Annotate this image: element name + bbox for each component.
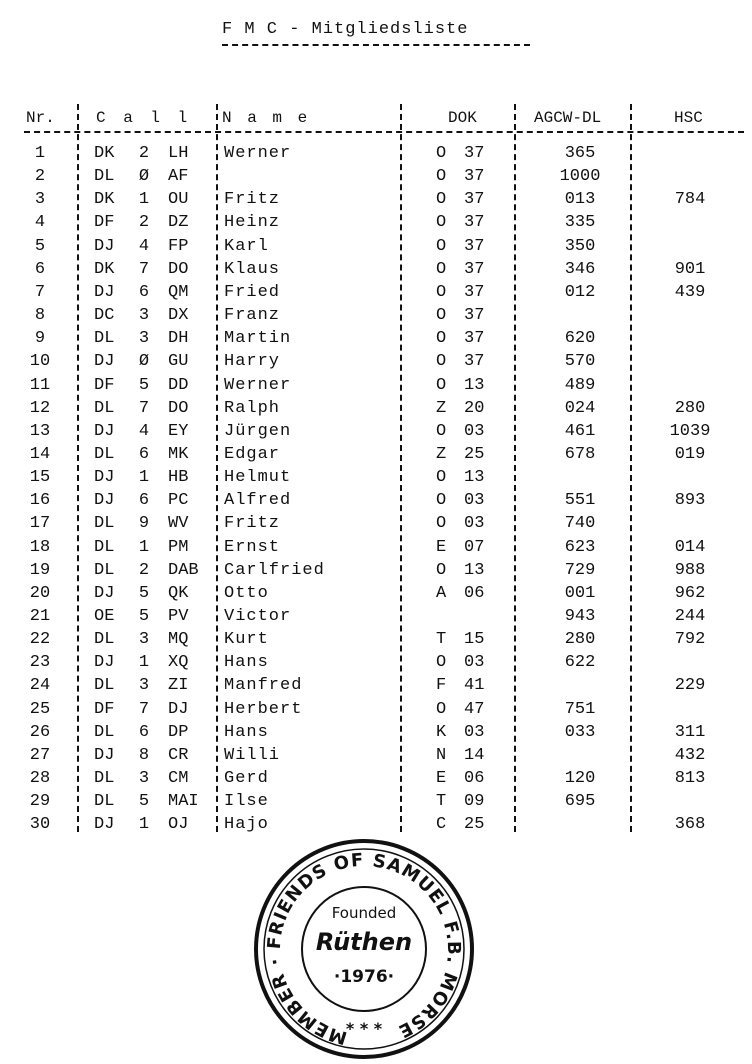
cell-name: Hans	[224, 653, 269, 673]
cell-name: Hans	[224, 722, 269, 742]
cell-dok-l: O	[436, 282, 447, 302]
cell-dok-l: E	[436, 769, 447, 789]
cell-dok-l: O	[436, 190, 447, 210]
cell-pre: DF	[94, 375, 115, 395]
cell-agcw: 729	[564, 560, 596, 580]
cell-nr: 21	[29, 607, 51, 626]
cell-nr: 22	[29, 630, 51, 650]
table-row	[0, 813, 752, 836]
cell-dig: 7	[138, 259, 150, 279]
table-row	[0, 420, 752, 443]
table-row	[0, 374, 752, 397]
cell-pre: DL	[94, 167, 115, 187]
cell-name: Victor	[224, 607, 292, 626]
cell-pre: DL	[94, 792, 115, 812]
table-row	[0, 559, 752, 582]
cell-pre: DJ	[94, 491, 115, 511]
table-row	[0, 211, 752, 234]
cell-nr: 1	[34, 144, 46, 163]
cell-pre: DJ	[94, 352, 115, 372]
cell-pre: DF	[94, 213, 115, 233]
cell-name: Edgar	[224, 444, 281, 464]
cell-dok-l: A	[436, 583, 447, 603]
cell-dok-n: 37	[464, 190, 485, 210]
cell-dok-n: 03	[464, 722, 485, 742]
cell-hsc: 439	[674, 282, 706, 302]
cell-nr: 24	[29, 676, 51, 696]
cell-dig: 6	[138, 282, 150, 302]
cell-name: Otto	[224, 583, 269, 603]
document-title: F M C - Mitgliedsliste	[222, 20, 469, 39]
cell-agcw: 012	[564, 282, 596, 302]
cell-dok-n: 03	[464, 653, 485, 673]
cell-agcw: 695	[564, 792, 596, 812]
cell-suf: OJ	[168, 815, 189, 835]
cell-pre: DL	[94, 444, 115, 464]
cell-dok-l: O	[436, 213, 447, 233]
cell-nr: 10	[29, 352, 51, 372]
cell-dig: Ø	[138, 167, 150, 187]
table-row	[0, 536, 752, 559]
cell-suf: LH	[168, 144, 189, 163]
cell-nr: 16	[29, 491, 51, 511]
cell-suf: XQ	[168, 653, 189, 673]
table-row	[0, 258, 752, 281]
cell-suf: DO	[168, 398, 189, 418]
seal-year: ·1976·	[333, 967, 395, 987]
cell-pre: DJ	[94, 421, 115, 441]
cell-pre: DJ	[94, 815, 115, 835]
table-row	[0, 281, 752, 304]
seal-stars: * * *	[345, 1019, 383, 1038]
cell-nr: 29	[29, 792, 51, 812]
cell-suf: PM	[168, 537, 189, 557]
cell-dok-n: 25	[464, 444, 485, 464]
cell-nr: 18	[29, 537, 51, 557]
cell-hsc: 244	[674, 607, 706, 626]
cell-suf: MAI	[168, 792, 199, 812]
cell-suf: CM	[168, 769, 189, 789]
friends-of-morse-seal	[252, 838, 476, 1060]
cell-suf: DJ	[168, 699, 189, 719]
cell-pre: DJ	[94, 282, 115, 302]
cell-name: Manfred	[224, 676, 303, 696]
table-row	[0, 651, 752, 674]
cell-dig: 1	[138, 468, 150, 488]
cell-dig: 5	[138, 583, 150, 603]
cell-dig: 7	[138, 398, 150, 418]
cell-dok-l: T	[436, 792, 447, 812]
cell-dok-l: F	[436, 676, 447, 696]
cell-pre: DL	[94, 329, 115, 349]
cell-dig: 2	[138, 560, 150, 580]
table-row	[0, 466, 752, 489]
seal-ring-text: MEMBER · FRIENDS OF SAMUEL F.B. MORSE	[263, 849, 465, 1049]
cell-dok-l: O	[436, 352, 447, 372]
table-row	[0, 142, 752, 165]
table-row	[0, 582, 752, 605]
cell-suf: DP	[168, 722, 189, 742]
cell-hsc: 962	[674, 583, 706, 603]
cell-agcw: 280	[564, 630, 596, 650]
cell-hsc: 792	[674, 630, 706, 650]
cell-dok-l: O	[436, 306, 447, 326]
cell-pre: DJ	[94, 236, 115, 256]
cell-pre: DL	[94, 722, 115, 742]
cell-agcw: 024	[564, 398, 596, 418]
cell-nr: 11	[29, 375, 51, 395]
cell-pre: DJ	[94, 745, 115, 765]
cell-suf: FP	[168, 236, 189, 256]
cell-agcw: 623	[564, 537, 596, 557]
cell-dig: Ø	[138, 352, 150, 372]
cell-dok-l: T	[436, 630, 447, 650]
header-rule	[24, 131, 744, 133]
cell-nr: 17	[29, 514, 51, 534]
cell-agcw: 489	[564, 375, 596, 395]
seal-place: Rüthen	[315, 928, 413, 956]
cell-name: Werner	[224, 375, 292, 395]
cell-dig: 6	[138, 491, 150, 511]
cell-hsc: 311	[674, 722, 706, 742]
cell-dok-n: 14	[464, 745, 485, 765]
cell-agcw: 943	[564, 607, 596, 626]
cell-dok-n: 09	[464, 792, 485, 812]
cell-dok-n: 07	[464, 537, 485, 557]
cell-name: Carlfried	[224, 560, 325, 580]
cell-dig: 4	[138, 421, 150, 441]
cell-dig: 3	[138, 306, 150, 326]
cell-name: Herbert	[224, 699, 303, 719]
cell-dok-l: Z	[436, 444, 447, 464]
table-row	[0, 674, 752, 697]
cell-pre: DL	[94, 769, 115, 789]
cell-hsc: 019	[674, 444, 706, 464]
cell-suf: DD	[168, 375, 189, 395]
cell-nr: 2	[34, 167, 46, 187]
cell-suf: QM	[168, 282, 189, 302]
cell-suf: DZ	[168, 213, 189, 233]
cell-nr: 14	[29, 444, 51, 464]
cell-dok-l: O	[436, 167, 447, 187]
cell-pre: DC	[94, 306, 115, 326]
cell-nr: 12	[29, 398, 51, 418]
cell-dok-n: 03	[464, 421, 485, 441]
cell-name: Werner	[224, 144, 292, 163]
cell-agcw: 740	[564, 514, 596, 534]
cell-dok-l: O	[436, 144, 447, 163]
cell-suf: EY	[168, 421, 189, 441]
table-row	[0, 767, 752, 790]
cell-dok-l: C	[436, 815, 447, 835]
cell-suf: ZI	[168, 676, 189, 696]
cell-hsc: 014	[674, 537, 706, 557]
table-row	[0, 744, 752, 767]
cell-dok-l: O	[436, 236, 447, 256]
cell-nr: 26	[29, 722, 51, 742]
cell-dig: 1	[138, 653, 150, 673]
cell-name: Kurt	[224, 630, 269, 650]
cell-nr: 13	[29, 421, 51, 441]
cell-name: Heinz	[224, 213, 281, 233]
cell-dok-l: O	[436, 699, 447, 719]
cell-dok-l: K	[436, 722, 447, 742]
cell-dok-l: O	[436, 468, 447, 488]
cell-dig: 6	[138, 444, 150, 464]
cell-name: Franz	[224, 306, 281, 326]
cell-pre: DL	[94, 630, 115, 650]
cell-dig: 9	[138, 514, 150, 534]
cell-dok-n: 37	[464, 236, 485, 256]
cell-dok-l: O	[436, 560, 447, 580]
table-row	[0, 235, 752, 258]
cell-dok-n: 06	[464, 769, 485, 789]
cell-pre: DJ	[94, 653, 115, 673]
cell-suf: OU	[168, 190, 189, 210]
cell-nr: 15	[29, 468, 51, 488]
cell-nr: 7	[34, 282, 46, 302]
cell-agcw: 001	[564, 583, 596, 603]
cell-agcw: 335	[564, 213, 596, 233]
cell-hsc: 368	[674, 815, 706, 835]
table-row	[0, 165, 752, 188]
cell-agcw: 751	[564, 699, 596, 719]
cell-dok-n: 37	[464, 282, 485, 302]
cell-dig: 6	[138, 722, 150, 742]
cell-nr: 4	[34, 213, 46, 233]
table-row	[0, 350, 752, 373]
cell-dig: 3	[138, 769, 150, 789]
cell-suf: PC	[168, 491, 189, 511]
cell-agcw: 120	[564, 769, 596, 789]
cell-dig: 3	[138, 676, 150, 696]
cell-dok-l: O	[436, 491, 447, 511]
cell-pre: DL	[94, 560, 115, 580]
cell-nr: 20	[29, 583, 51, 603]
cell-dig: 1	[138, 815, 150, 835]
cell-nr: 28	[29, 769, 51, 789]
header-agcw: AGCW-DL	[534, 109, 602, 127]
cell-suf: AF	[168, 167, 189, 187]
cell-dok-n: 37	[464, 259, 485, 279]
cell-dig: 4	[138, 236, 150, 256]
cell-suf: CR	[168, 745, 189, 765]
cell-name: Harry	[224, 352, 281, 372]
cell-pre: DK	[94, 190, 115, 210]
table-row	[0, 512, 752, 535]
cell-dig: 2	[138, 144, 150, 163]
cell-dok-l: N	[436, 745, 447, 765]
table-row	[0, 443, 752, 466]
cell-dok-l: O	[436, 514, 447, 534]
cell-dok-l: O	[436, 653, 447, 673]
header-call: C a l l	[96, 109, 192, 127]
table-row	[0, 721, 752, 744]
cell-name: Gerd	[224, 769, 269, 789]
cell-nr: 27	[29, 745, 51, 765]
table-row	[0, 698, 752, 721]
cell-nr: 25	[29, 699, 51, 719]
cell-agcw: 350	[564, 236, 596, 256]
cell-dok-n: 20	[464, 398, 485, 418]
cell-suf: WV	[168, 514, 189, 534]
cell-agcw: 620	[564, 329, 596, 349]
cell-hsc: 813	[674, 769, 706, 789]
cell-dig: 8	[138, 745, 150, 765]
cell-name: Fritz	[224, 190, 281, 210]
cell-agcw: 570	[564, 352, 596, 372]
cell-hsc: 229	[674, 676, 706, 696]
cell-dig: 2	[138, 213, 150, 233]
cell-dok-n: 03	[464, 514, 485, 534]
header-hsc: HSC	[674, 109, 703, 127]
table-row	[0, 188, 752, 211]
cell-dok-n: 13	[464, 375, 485, 395]
cell-name: Martin	[224, 329, 292, 349]
cell-pre: DJ	[94, 583, 115, 603]
cell-agcw: 678	[564, 444, 596, 464]
cell-name: Jürgen	[224, 421, 292, 441]
table-row	[0, 605, 752, 628]
cell-pre: DL	[94, 537, 115, 557]
table-row	[0, 304, 752, 327]
cell-name: Willi	[224, 745, 281, 765]
cell-agcw: 346	[564, 259, 596, 279]
cell-agcw: 461	[564, 421, 596, 441]
seal-founded: Founded	[331, 904, 397, 922]
cell-dig: 3	[138, 329, 150, 349]
cell-suf: HB	[168, 468, 189, 488]
cell-hsc: 988	[674, 560, 706, 580]
cell-nr: 30	[29, 815, 51, 835]
cell-nr: 5	[34, 236, 46, 256]
cell-dok-l: O	[436, 329, 447, 349]
cell-nr: 6	[34, 259, 46, 279]
cell-name: Alfred	[224, 491, 292, 511]
cell-name: Fried	[224, 282, 281, 302]
table-row	[0, 790, 752, 813]
cell-dig: 7	[138, 699, 150, 719]
cell-name: Ernst	[224, 537, 281, 557]
table-row	[0, 397, 752, 420]
cell-dok-n: 25	[464, 815, 485, 835]
cell-dok-l: O	[436, 421, 447, 441]
cell-agcw: 365	[564, 144, 596, 163]
header-name: N a m e	[222, 109, 311, 127]
cell-suf: MK	[168, 444, 189, 464]
cell-dok-l: E	[436, 537, 447, 557]
cell-hsc: 280	[674, 398, 706, 418]
cell-dok-n: 37	[464, 306, 485, 326]
cell-nr: 8	[34, 306, 46, 326]
cell-name: Hajo	[224, 815, 269, 835]
cell-agcw: 551	[564, 491, 596, 511]
cell-pre: DL	[94, 676, 115, 696]
cell-dig: 5	[138, 607, 150, 626]
title-underline	[222, 44, 530, 46]
cell-name: Ilse	[224, 792, 269, 812]
cell-suf: DH	[168, 329, 189, 349]
cell-suf: QK	[168, 583, 189, 603]
cell-nr: 23	[29, 653, 51, 673]
cell-pre: DF	[94, 699, 115, 719]
cell-pre: DJ	[94, 468, 115, 488]
cell-dok-n: 13	[464, 468, 485, 488]
cell-dok-n: 41	[464, 676, 485, 696]
table-row	[0, 327, 752, 350]
cell-dok-n: 37	[464, 213, 485, 233]
cell-dok-l: O	[436, 259, 447, 279]
cell-hsc: 1039	[669, 421, 711, 441]
cell-dok-n: 13	[464, 560, 485, 580]
cell-name: Klaus	[224, 259, 281, 279]
cell-dig: 5	[138, 375, 150, 395]
cell-pre: DK	[94, 259, 115, 279]
cell-dig: 3	[138, 630, 150, 650]
cell-dok-n: 15	[464, 630, 485, 650]
cell-agcw: 1000	[559, 167, 601, 187]
cell-dok-n: 37	[464, 167, 485, 187]
cell-dok-n: 37	[464, 144, 485, 163]
table-row	[0, 628, 752, 651]
cell-pre: DK	[94, 144, 115, 163]
cell-hsc: 893	[674, 491, 706, 511]
cell-hsc: 901	[674, 259, 706, 279]
cell-dok-n: 37	[464, 352, 485, 372]
cell-nr: 3	[34, 190, 46, 210]
cell-dok-n: 03	[464, 491, 485, 511]
cell-name: Helmut	[224, 468, 292, 488]
cell-dig: 5	[138, 792, 150, 812]
cell-nr: 19	[29, 560, 51, 580]
cell-suf: DO	[168, 259, 189, 279]
cell-pre: DL	[94, 398, 115, 418]
cell-name: Karl	[224, 236, 269, 256]
cell-suf: GU	[168, 352, 189, 372]
cell-dok-n: 37	[464, 329, 485, 349]
cell-dok-n: 06	[464, 583, 485, 603]
cell-agcw: 013	[564, 190, 596, 210]
table-row	[0, 489, 752, 512]
header-nr: Nr.	[26, 109, 55, 127]
cell-suf: MQ	[168, 630, 189, 650]
cell-agcw: 622	[564, 653, 596, 673]
cell-name: Ralph	[224, 398, 281, 418]
cell-nr: 9	[34, 329, 46, 349]
cell-suf: PV	[168, 607, 189, 626]
cell-dok-l: O	[436, 375, 447, 395]
cell-dig: 1	[138, 537, 150, 557]
cell-hsc: 432	[674, 745, 706, 765]
cell-pre: DL	[94, 514, 115, 534]
cell-name: Fritz	[224, 514, 281, 534]
cell-pre: OE	[94, 607, 115, 626]
cell-agcw: 033	[564, 722, 596, 742]
cell-hsc: 784	[674, 190, 706, 210]
cell-dok-n: 47	[464, 699, 485, 719]
cell-suf: DAB	[168, 560, 199, 580]
cell-dok-l: Z	[436, 398, 447, 418]
cell-dig: 1	[138, 190, 150, 210]
header-dok: DOK	[448, 109, 477, 127]
cell-suf: DX	[168, 306, 189, 326]
